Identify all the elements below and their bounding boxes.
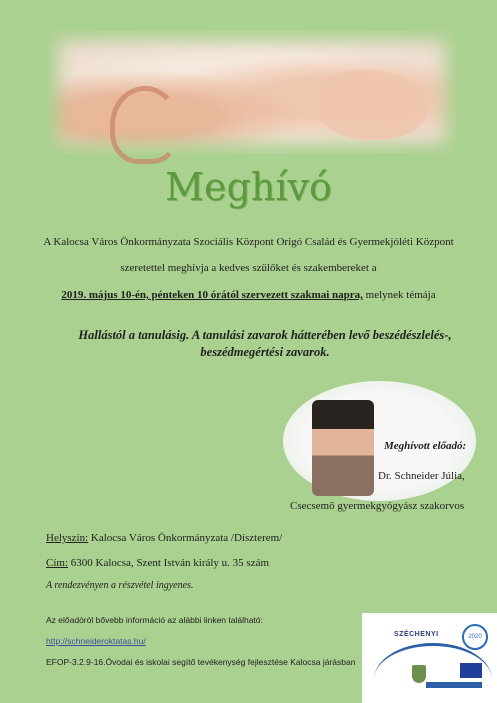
ear-shape [110,86,180,164]
organizer-line: A Kalocsa Város Önkormányzata Szociális Központ Origó Család és Gyermekjóléti Központ [43,236,454,248]
venue-line [46,532,282,544]
speaker-link[interactable]: http://schneideroktatas.hu/ [46,636,146,646]
invite-line: szeretettel meghívja a kedves szülőket és szakembereket a [120,262,377,274]
venue-value: Kalocsa Város Önkormányzata /Díszterem/ [88,532,283,544]
address-label: Cím: [46,557,69,569]
project-text: EFOP-3.2.9-16.Óvodai és iskolai segítő tevékenység fejlesztése Kalocsa járásban [46,657,356,667]
event-date: 2019. május 10-én, pénteken 10 órától szervezett szakmai napra, [61,289,363,301]
hungary-crest-icon [412,665,426,683]
more-info-text: Az előadóról bővebb információ az alábbi linken található: [46,615,263,625]
venue-label: Helyszín: [46,532,89,544]
hand-shape [318,70,428,140]
invitation-title: Meghívó [165,165,332,209]
hero-ear-hand-image [48,30,456,154]
eu-flag-icon [460,663,482,678]
free-entry-note: A rendezvényen a részvétel ingyenes. [46,580,194,591]
speaker-photo [312,400,374,496]
speaker-label: Meghívott előadó: [384,440,467,452]
speaker-title: Csecsemő gyermekgyógyász szakorvos [290,500,465,512]
speaker-name: Dr. Schneider Júlia, [378,470,465,482]
szechenyi-logo [362,613,497,703]
date-line [0,289,497,301]
logo-brand: SZÉCHENYI [394,631,439,638]
topic-line-1: Hallástól a tanulásig. A tanulási zavarok hátterében levő beszédészlelés-, [78,328,452,342]
logo-badge: 2020 [462,624,488,650]
event-topic [70,327,460,361]
topic-line-2: beszédmegértési zavarok. [200,345,330,359]
topic-intro: melynek témája [362,289,436,301]
eu-bar [426,682,482,688]
address-value: 6300 Kalocsa, Szent István király u. 35 szám [68,557,270,569]
address-line [46,557,269,569]
